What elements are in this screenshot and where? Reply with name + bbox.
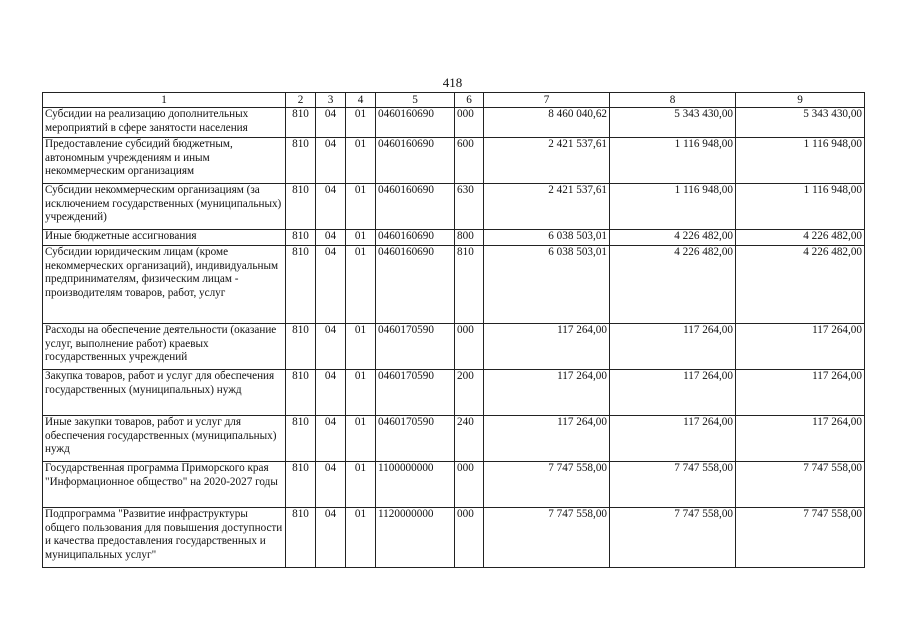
item-name: Субсидии на реализацию дополнительных мероприятий в сфере занятости населения [43, 108, 286, 138]
code-cell: 0460170590 [376, 370, 455, 416]
code-cell: 800 [455, 230, 484, 246]
code-cell: 0460160690 [376, 108, 455, 138]
code-cell: 01 [346, 138, 376, 184]
amount-cell: 117 264,00 [484, 370, 610, 416]
amount-cell: 4 226 482,00 [736, 230, 865, 246]
code-cell: 810 [286, 416, 316, 462]
amount-cell: 2 421 537,61 [484, 138, 610, 184]
item-name: Расходы на обеспечение деятельности (оказание услуг, выполнение работ) краевых государственных учреждений [43, 324, 286, 370]
code-cell: 01 [346, 324, 376, 370]
code-cell: 01 [346, 370, 376, 416]
amount-cell: 1 116 948,00 [610, 184, 736, 230]
amount-cell: 117 264,00 [484, 324, 610, 370]
code-cell: 01 [346, 416, 376, 462]
code-cell: 04 [316, 246, 346, 324]
amount-cell: 1 116 948,00 [736, 184, 865, 230]
amount-cell: 117 264,00 [736, 370, 865, 416]
code-cell: 0460160690 [376, 246, 455, 324]
table-row [43, 138, 865, 184]
amount-cell: 117 264,00 [610, 324, 736, 370]
amount-cell: 4 226 482,00 [736, 246, 865, 324]
code-cell: 04 [316, 416, 346, 462]
item-name: Иные бюджетные ассигнования [43, 230, 286, 246]
code-cell: 000 [455, 108, 484, 138]
header-cell: 3 [316, 93, 346, 108]
code-cell: 01 [346, 246, 376, 324]
code-cell: 810 [286, 370, 316, 416]
header-cell: 8 [610, 93, 736, 108]
code-cell: 810 [286, 138, 316, 184]
header-cell: 5 [376, 93, 455, 108]
code-cell: 0460160690 [376, 138, 455, 184]
code-cell: 600 [455, 138, 484, 184]
table-row [43, 462, 865, 508]
code-cell: 04 [316, 370, 346, 416]
code-cell: 0460170590 [376, 416, 455, 462]
table-row [43, 246, 865, 324]
code-cell: 0460160690 [376, 184, 455, 230]
code-cell: 1100000000 [376, 462, 455, 508]
code-cell: 810 [286, 184, 316, 230]
item-name: Иные закупки товаров, работ и услуг для обеспечения государственных (муниципальных) нужд [43, 416, 286, 462]
item-name: Государственная программа Приморского края "Информационное общество" на 2020-2027 годы [43, 462, 286, 508]
table-row [43, 370, 865, 416]
code-cell: 000 [455, 324, 484, 370]
code-cell: 04 [316, 462, 346, 508]
table-row [43, 416, 865, 462]
code-cell: 0460170590 [376, 324, 455, 370]
code-cell: 810 [455, 246, 484, 324]
budget-table [42, 92, 865, 568]
item-name: Субсидии юридическим лицам (кроме некоммерческих организаций), индивидуальным предпринимателям, физическим лицам - производителям товаров, работ, услуг [43, 246, 286, 324]
amount-cell: 6 038 503,01 [484, 230, 610, 246]
amount-cell: 7 747 558,00 [610, 462, 736, 508]
amount-cell: 117 264,00 [484, 416, 610, 462]
code-cell: 810 [286, 230, 316, 246]
code-cell: 01 [346, 230, 376, 246]
code-cell: 810 [286, 108, 316, 138]
code-cell: 810 [286, 324, 316, 370]
amount-cell: 2 421 537,61 [484, 184, 610, 230]
amount-cell: 5 343 430,00 [610, 108, 736, 138]
code-cell: 04 [316, 184, 346, 230]
header-cell: 6 [455, 93, 484, 108]
code-cell: 810 [286, 508, 316, 568]
amount-cell: 117 264,00 [610, 416, 736, 462]
code-cell: 1120000000 [376, 508, 455, 568]
amount-cell: 7 747 558,00 [484, 462, 610, 508]
code-cell: 01 [346, 108, 376, 138]
code-cell: 01 [346, 462, 376, 508]
table-header-row [43, 93, 865, 108]
table-row [43, 108, 865, 138]
amount-cell: 117 264,00 [610, 370, 736, 416]
code-cell: 04 [316, 324, 346, 370]
amount-cell: 117 264,00 [736, 416, 865, 462]
table-row [43, 324, 865, 370]
amount-cell: 5 343 430,00 [736, 108, 865, 138]
code-cell: 630 [455, 184, 484, 230]
code-cell: 0460160690 [376, 230, 455, 246]
amount-cell: 7 747 558,00 [736, 462, 865, 508]
code-cell: 200 [455, 370, 484, 416]
header-cell: 2 [286, 93, 316, 108]
code-cell: 000 [455, 508, 484, 568]
code-cell: 810 [286, 246, 316, 324]
code-cell: 04 [316, 108, 346, 138]
page-number: 418 [442, 75, 463, 90]
table-row [43, 230, 865, 246]
code-cell: 810 [286, 462, 316, 508]
table-row [43, 184, 865, 230]
header-cell: 9 [736, 93, 865, 108]
header-cell: 1 [43, 93, 286, 108]
code-cell: 04 [316, 508, 346, 568]
item-name: Предоставление субсидий бюджетным, автономным учреждениям и иным некоммерческим организациям [43, 138, 286, 184]
amount-cell: 6 038 503,01 [484, 246, 610, 324]
item-name: Закупка товаров, работ и услуг для обеспечения государственных (муниципальных) нужд [43, 370, 286, 416]
amount-cell: 4 226 482,00 [610, 246, 736, 324]
code-cell: 04 [316, 138, 346, 184]
amount-cell: 1 116 948,00 [610, 138, 736, 184]
amount-cell: 8 460 040,62 [484, 108, 610, 138]
code-cell: 04 [316, 230, 346, 246]
header-cell: 4 [346, 93, 376, 108]
amount-cell: 1 116 948,00 [736, 138, 865, 184]
amount-cell: 117 264,00 [736, 324, 865, 370]
header-cell: 7 [484, 93, 610, 108]
code-cell: 240 [455, 416, 484, 462]
amount-cell: 7 747 558,00 [610, 508, 736, 568]
amount-cell: 7 747 558,00 [484, 508, 610, 568]
item-name: Подпрограмма "Развитие инфраструктуры общего пользования для повышения доступности и качества предоставления государственных и муниципальных услуг" [43, 508, 286, 568]
amount-cell: 4 226 482,00 [610, 230, 736, 246]
code-cell: 01 [346, 184, 376, 230]
code-cell: 01 [346, 508, 376, 568]
table-row [43, 508, 865, 568]
code-cell: 000 [455, 462, 484, 508]
amount-cell: 7 747 558,00 [736, 508, 865, 568]
item-name: Субсидии некоммерческим организациям (за исключением государственных (муниципальных) учреждений) [43, 184, 286, 230]
